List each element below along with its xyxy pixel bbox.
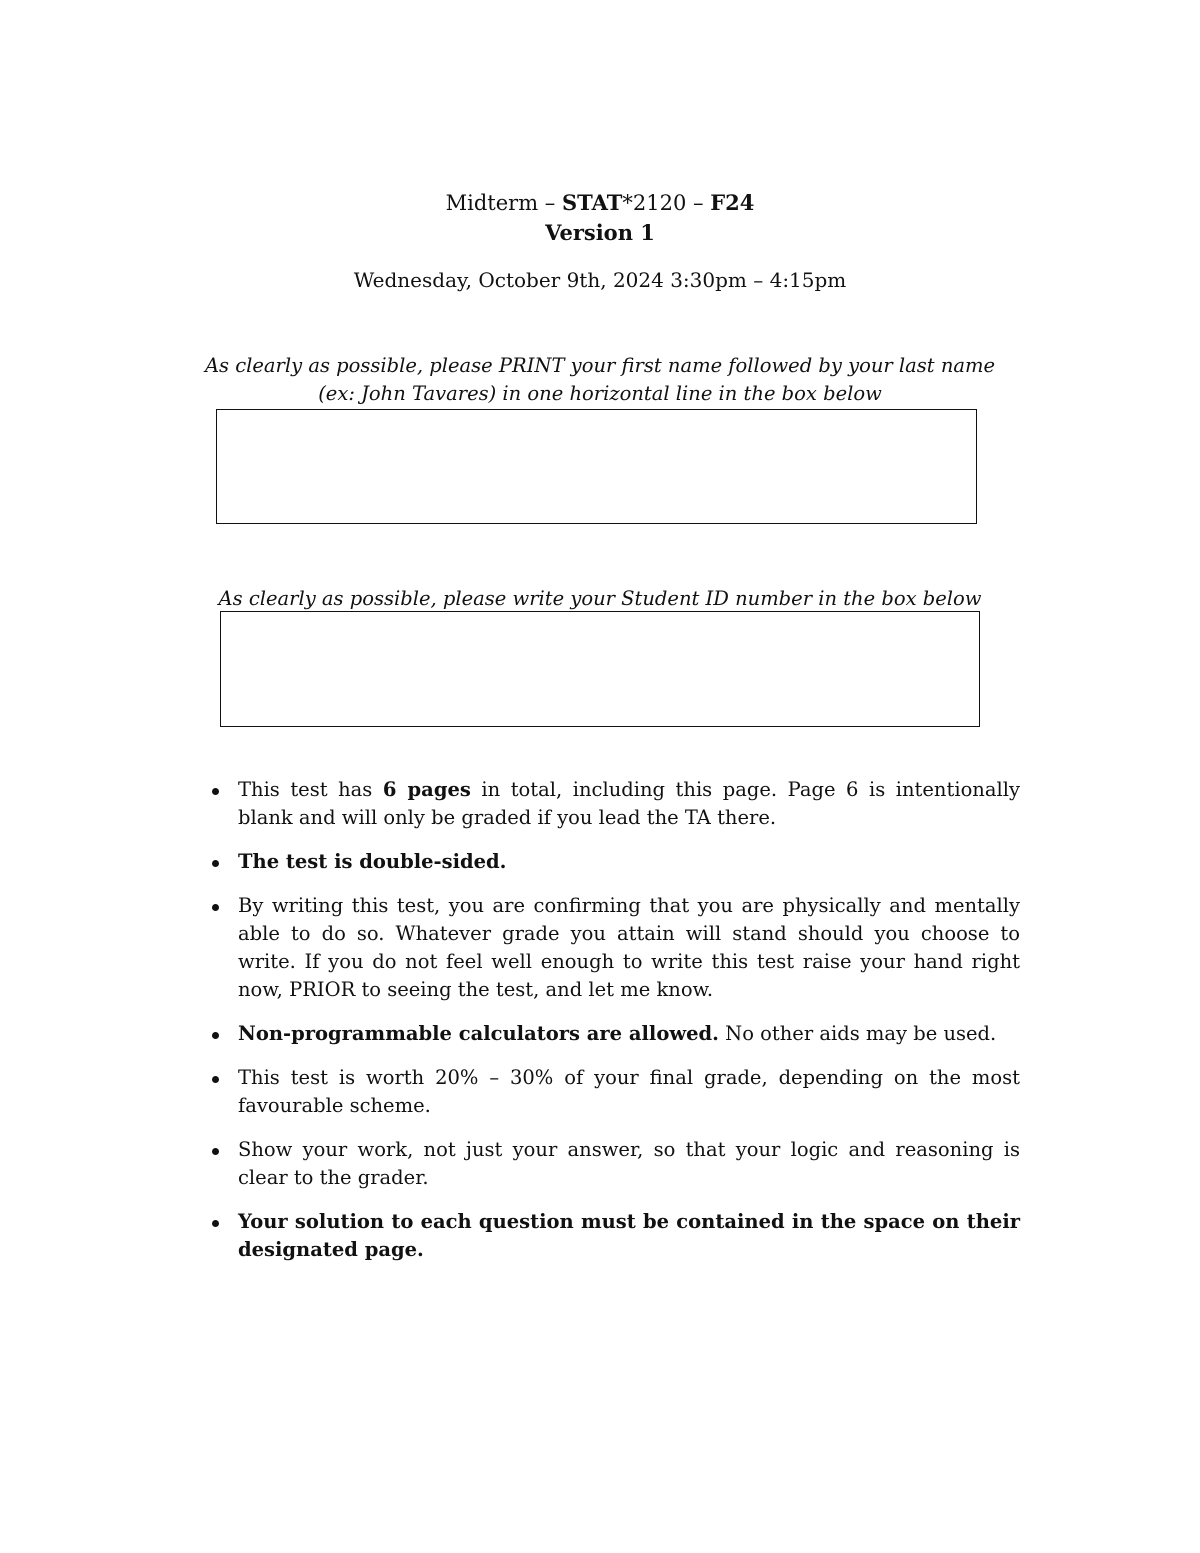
- rule-fitness-confirmation: [212, 892, 1020, 1004]
- rule-page-count-text-a: This test has: [238, 778, 383, 801]
- rule-grade-weight: [212, 1064, 1020, 1120]
- title-prefix: Midterm –: [445, 191, 562, 215]
- student-id-instruction: As clearly as possible, please write your Student ID number in the box below: [218, 587, 982, 610]
- name-instruction-line-2: (ex: John Tavares) in one horizontal line in the box below: [318, 382, 882, 405]
- rule-page-count-text-b: in total, including this page. Page 6 is intentionally blank and will only be graded if you lead the TA there.: [238, 778, 1020, 829]
- bullet-icon: [212, 1076, 219, 1083]
- rule-double-sided: [212, 848, 1020, 876]
- exam-rules-list: [212, 776, 1020, 1280]
- bullet-icon: [212, 1148, 219, 1155]
- title-separator: –: [686, 191, 711, 215]
- rule-page-count: [212, 776, 1020, 832]
- bullet-icon: [212, 1032, 219, 1039]
- rule-double-sided-text: The test is double-sided.: [238, 850, 507, 873]
- exam-date-time: Wednesday, October 9th, 2024 3:30pm – 4:15pm: [353, 268, 847, 292]
- rule-show-work: [212, 1136, 1020, 1192]
- rule-calculators-text: No other aids may be used.: [718, 1022, 997, 1045]
- title-term: F24: [710, 190, 755, 215]
- rule-fitness-confirmation-text: By writing this test, you are confirming that you are physically and mentally able to do so. Whatever grade you attain will stand should you choose to write. If you do not feel well enough to write this test raise your hand right now, PRIOR to seeing the test, and let me know.: [238, 894, 1020, 1001]
- title-course-number: *2120: [622, 191, 687, 215]
- exam-version: Version 1: [545, 220, 655, 245]
- student-id-entry-box[interactable]: [220, 611, 980, 727]
- rule-grade-weight-text: This test is worth 20% – 30% of your final grade, depending on the most favourable scheme.: [238, 1066, 1020, 1117]
- title-course-code: STAT: [561, 190, 623, 215]
- bullet-icon: [212, 1220, 219, 1227]
- rule-calculators-bold: Non-programmable calculators are allowed.: [238, 1022, 719, 1045]
- rule-page-count-bold: 6 pages: [382, 778, 471, 801]
- bullet-icon: [212, 860, 219, 867]
- rule-calculators: [212, 1020, 1020, 1048]
- rule-solution-space-text: Your solution to each question must be contained in the space on their designated page.: [238, 1210, 1020, 1261]
- rule-solution-space: [212, 1208, 1020, 1264]
- bullet-icon: [212, 788, 219, 795]
- rule-show-work-text: Show your work, not just your answer, so that your logic and reasoning is clear to the grader.: [238, 1138, 1020, 1189]
- exam-title: [0, 188, 1200, 218]
- name-instruction-line-1: As clearly as possible, please PRINT your first name followed by your last name: [204, 354, 996, 377]
- name-entry-box[interactable]: [216, 409, 977, 524]
- bullet-icon: [212, 904, 219, 911]
